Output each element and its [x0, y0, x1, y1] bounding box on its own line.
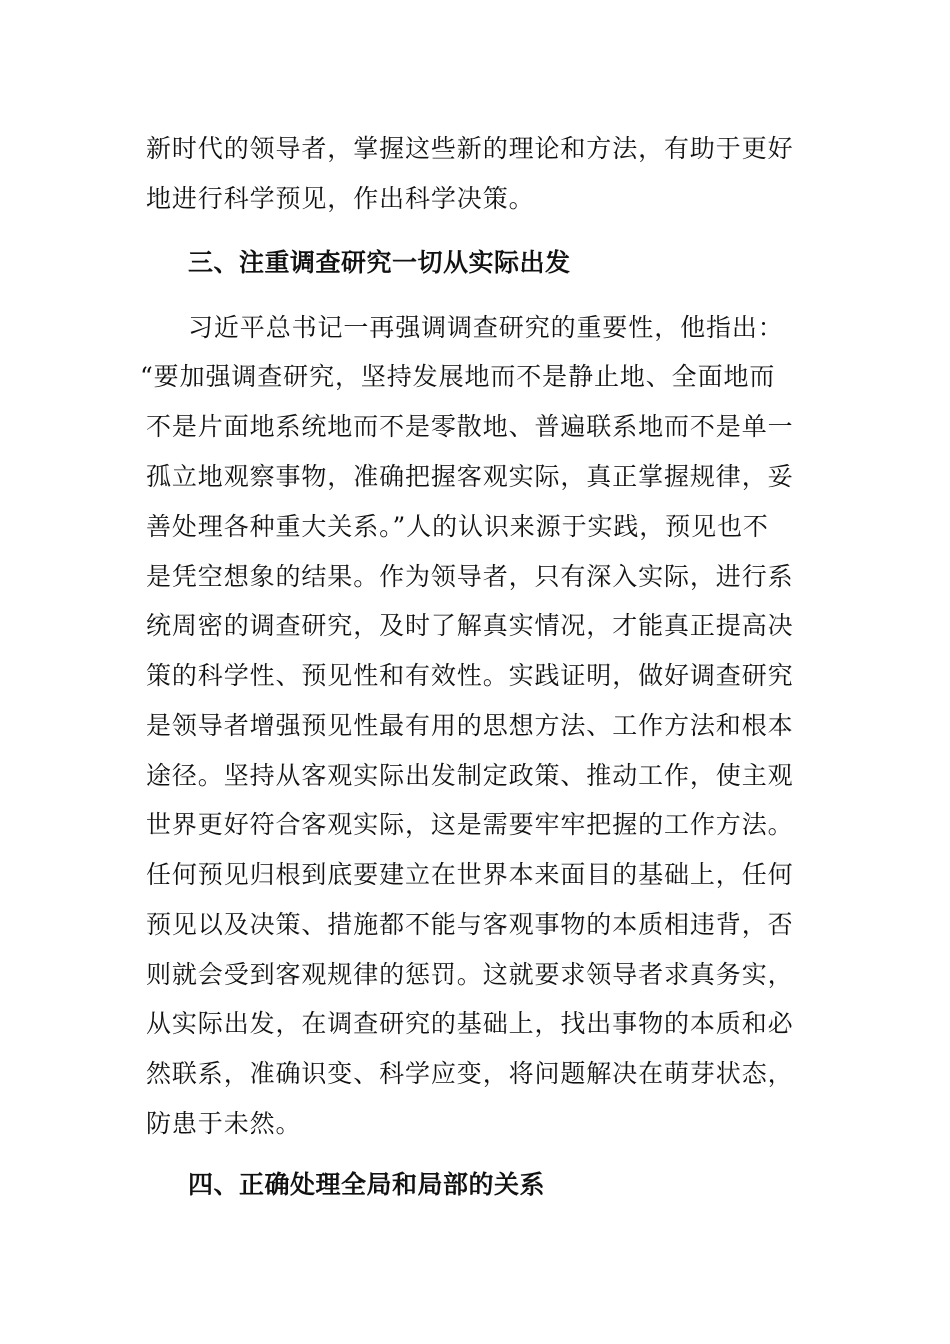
section-3-line-2: “要加强调查研究，坚持发展地而不是静止地、全面地而 [140, 362, 776, 391]
section-3-line-3: 不是片面地系统地而不是零散地、普遍联系地而不是单一 [146, 412, 794, 441]
section-3-line-15: 从实际出发，在调查研究的基础上，找出事物的本质和必 [146, 1009, 794, 1038]
section-3-line-17: 防患于未然。 [146, 1109, 302, 1138]
section-3-line-1: 习近平总书记一再强调调查研究的重要性，他指出： [188, 313, 784, 342]
section-4-heading: 四、正确处理全局和局部的关系 [188, 1170, 546, 1199]
section-3-line-8: 策的科学性、预见性和有效性。实践证明，做好调查研究 [146, 661, 794, 690]
section-3-line-9: 是领导者增强预见性最有用的思想方法、工作方法和根本 [146, 711, 794, 740]
intro-line-1: 新时代的领导者，掌握这些新的理论和方法，有助于更好 [146, 134, 794, 163]
section-3-line-12: 任何预见归根到底要建立在世界本来面目的基础上，任何 [146, 860, 794, 889]
intro-line-2: 地进行科学预见，作出科学决策。 [146, 184, 535, 213]
section-3-line-11: 世界更好符合客观实际，这是需要牢牢把握的工作方法。 [146, 810, 794, 839]
section-3-line-6: 是凭空想象的结果。作为领导者，只有深入实际，进行系 [146, 562, 794, 591]
section-3-line-5: 善处理各种重大关系。”人的认识来源于实践，预见也不 [146, 512, 769, 541]
section-3-line-4: 孤立地观察事物，准确把握客观实际，真正掌握规律，妥 [146, 462, 794, 491]
section-3-heading: 三、注重调查研究一切从实际出发 [188, 248, 571, 277]
section-3-line-16: 然联系，准确识变、科学应变，将问题解决在萌芽状态， [146, 1059, 794, 1088]
section-3-line-7: 统周密的调查研究，及时了解真实情况，才能真正提高决 [146, 611, 794, 640]
section-3-line-10: 途径。坚持从客观实际出发制定政策、推动工作，使主观 [146, 761, 794, 790]
section-3-line-13: 预见以及决策、措施都不能与客观事物的本质相违背，否 [146, 910, 794, 939]
section-3-line-14: 则就会受到客观规律的惩罚。这就要求领导者求真务实， [146, 960, 794, 989]
